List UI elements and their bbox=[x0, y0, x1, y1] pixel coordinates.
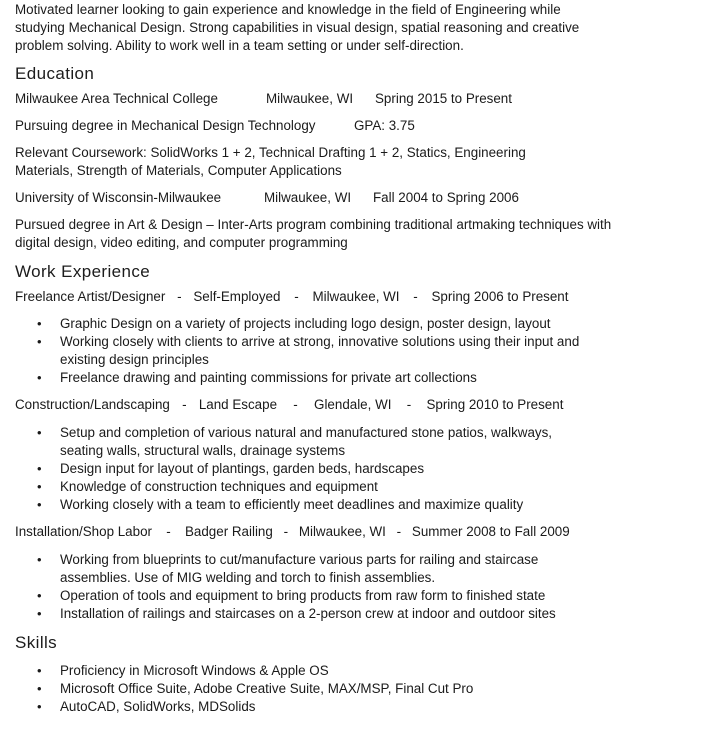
resume-page bbox=[15, 0, 705, 716]
degree-line bbox=[15, 117, 705, 135]
separator: - bbox=[182, 397, 187, 412]
list-item: • Installation of railings and staircases on a 2-person crew at indoor and outdoor sites bbox=[37, 606, 556, 621]
bullet-icon: • bbox=[37, 699, 42, 714]
job-bullet-list bbox=[15, 424, 585, 514]
job-title: Freelance Artist/Designer bbox=[15, 289, 166, 304]
separator: - bbox=[166, 524, 171, 539]
list-item: • Setup and completion of various natural and manufactured stone patios, walkways, seating walls, structural walls, drainage systems bbox=[37, 425, 553, 458]
school-location: Milwaukee, WI bbox=[264, 190, 352, 205]
job-dates: Spring 2010 to Present bbox=[426, 397, 564, 412]
bullet-icon: • bbox=[37, 663, 42, 678]
separator: - bbox=[177, 289, 182, 304]
job-bullet-list bbox=[15, 551, 595, 623]
school-location: Milwaukee, WI bbox=[266, 91, 354, 106]
job-header bbox=[15, 288, 705, 306]
summary-paragraph: Motivated learner looking to gain experience and knowledge in the field of Engineering while studying Mechanical Design. Strong capabilities in visual design, spatial reasoning and creative problem solving. Ability to work well in a team setting or under self-direction. bbox=[15, 2, 580, 53]
coursework-text: Relevant Coursework: SolidWorks 1 + 2, Technical Drafting 1 + 2, Statics, Engineering Materials, Strength of Materials, Computer Applications bbox=[15, 145, 526, 178]
bullet-icon: • bbox=[37, 425, 42, 440]
degree-text: Pursuing degree in Mechanical Design Technology bbox=[15, 118, 316, 133]
separator: - bbox=[294, 289, 299, 304]
bullet-icon: • bbox=[37, 588, 42, 603]
separator: - bbox=[283, 524, 289, 539]
skills-heading: Skills bbox=[15, 633, 58, 652]
bullet-icon: • bbox=[37, 461, 42, 476]
school-dates: Fall 2004 to Spring 2006 bbox=[373, 190, 519, 205]
education-heading: Education bbox=[15, 64, 95, 83]
school-name: Milwaukee Area Technical College bbox=[15, 91, 218, 106]
bullet-icon: • bbox=[37, 497, 42, 512]
list-item: • AutoCAD, SolidWorks, MDSolids bbox=[37, 699, 256, 714]
list-item: • Working closely with clients to arrive at strong, innovative solutions using their input and existing design principles bbox=[37, 334, 580, 367]
separator: - bbox=[293, 397, 298, 412]
list-item: • Knowledge of construction techniques and equipment bbox=[37, 479, 378, 494]
list-item: • Proficiency in Microsoft Windows & Apple OS bbox=[37, 663, 329, 678]
job-title: Construction/Landscaping bbox=[15, 397, 170, 412]
bullet-icon: • bbox=[37, 370, 42, 385]
job-bullet-list bbox=[15, 315, 585, 387]
job-dates: Summer 2008 to Fall 2009 bbox=[411, 524, 570, 539]
skills-list bbox=[15, 662, 595, 716]
separator: - bbox=[406, 397, 412, 412]
bullet-icon: • bbox=[37, 606, 42, 621]
list-item: • Microsoft Office Suite, Adobe Creative Suite, MAX/MSP, Final Cut Pro bbox=[37, 681, 474, 696]
work-heading: Work Experience bbox=[15, 262, 151, 281]
job-location: Glendale, WI bbox=[314, 397, 392, 412]
school-dates: Spring 2015 to Present bbox=[375, 91, 512, 106]
job-header bbox=[15, 523, 705, 541]
job-location: Milwaukee, WI bbox=[298, 524, 386, 539]
list-item: • Graphic Design on a variety of projects including logo design, poster design, layout bbox=[37, 316, 551, 331]
job-dates: Spring 2006 to Present bbox=[431, 289, 569, 304]
bullet-icon: • bbox=[37, 681, 42, 696]
gpa-text: GPA: 3.75 bbox=[354, 118, 415, 133]
list-item: • Working from blueprints to cut/manufacture various parts for railing and staircase assemblies. Use of MIG welding and torch to finish assemblies. bbox=[37, 552, 539, 585]
bullet-icon: • bbox=[37, 316, 42, 331]
bullet-icon: • bbox=[37, 552, 42, 567]
bullet-icon: • bbox=[37, 334, 42, 349]
separator: - bbox=[396, 524, 402, 539]
job-title: Installation/Shop Labor bbox=[15, 524, 152, 539]
job-employer: Self-Employed bbox=[193, 289, 281, 304]
education-school-line bbox=[15, 189, 705, 207]
job-employer: Land Escape bbox=[198, 397, 278, 412]
school-name: University of Wisconsin-Milwaukee bbox=[15, 190, 222, 205]
list-item: • Freelance drawing and painting commissions for private art collections bbox=[37, 370, 477, 385]
education-school-line bbox=[15, 90, 705, 108]
job-header bbox=[15, 396, 705, 414]
job-employer: Badger Railing bbox=[184, 524, 273, 539]
list-item: • Design input for layout of plantings, garden beds, hardscapes bbox=[37, 461, 425, 476]
list-item: • Working closely with a team to efficiently meet deadlines and maximize quality bbox=[37, 497, 524, 512]
list-item: • Operation of tools and equipment to bring products from raw form to finished state bbox=[37, 588, 546, 603]
bullet-icon: • bbox=[37, 479, 42, 494]
separator: - bbox=[413, 289, 418, 304]
degree-text: Pursued degree in Art & Design – Inter-Arts program combining traditional artmaking techniques with digital design, video editing, and computer programming bbox=[15, 217, 612, 250]
job-location: Milwaukee, WI bbox=[312, 289, 400, 304]
